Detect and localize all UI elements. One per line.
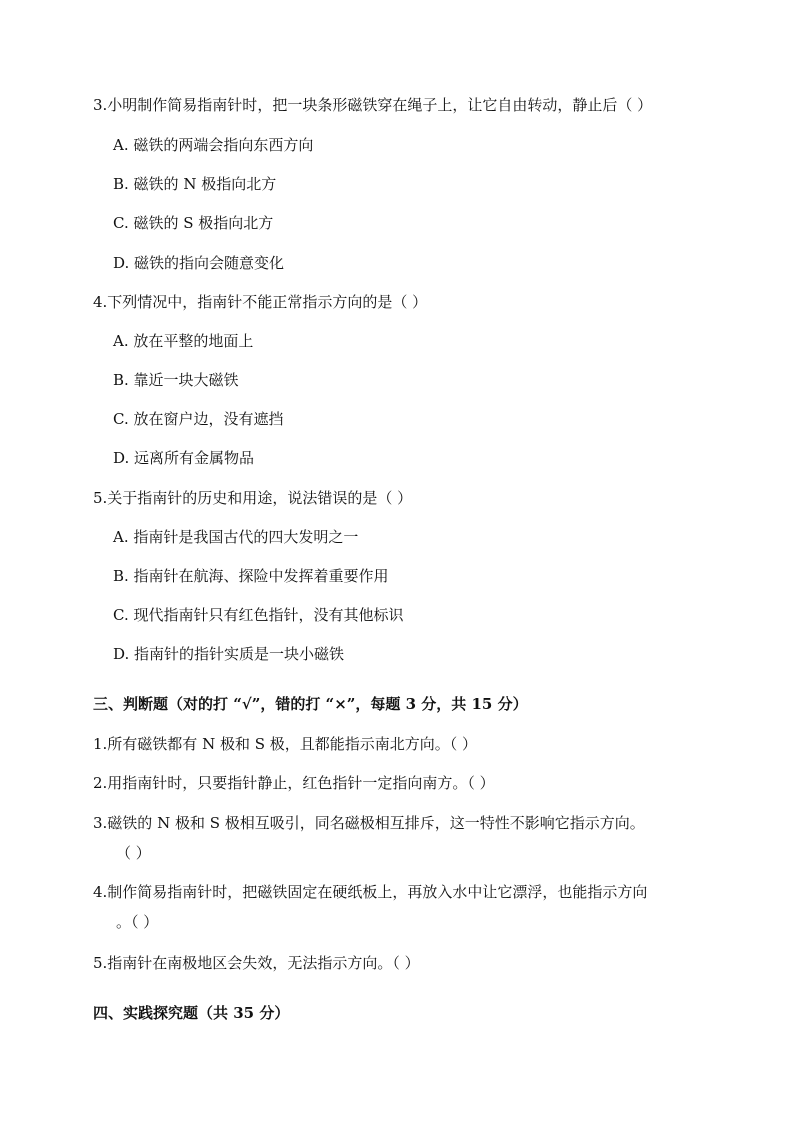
question-4-stem: 4.下列情况中，指南针不能正常指示方向的是（ ） [93, 293, 428, 311]
question-4-option-b: B. 靠近一块大磁铁 [113, 371, 239, 389]
question-3-stem: 3.小明制作简易指南针时，把一块条形磁铁穿在绳子上，让它自由转动，静止后（ ） [93, 96, 653, 114]
true-false-item-5: 5.指南针在南极地区会失效，无法指示方向。（ ） [93, 954, 420, 972]
section-4-heading: 四、实践探究题（共 35 分） [93, 1004, 290, 1022]
true-false-item-3: 3.磁铁的 N 极和 S 极相互吸引，同名磁极相互排斥，这一特性不影响它指示方向。 [93, 814, 645, 832]
question-3-option-c: C. 磁铁的 S 极指向北方 [113, 214, 274, 232]
question-5-option-b: B. 指南针在航海、探险中发挥着重要作用 [113, 567, 389, 585]
true-false-item-4-continuation: 。（ ） [116, 913, 159, 931]
question-4-option-a: A. 放在平整的地面上 [113, 332, 254, 350]
question-3-option-b: B. 磁铁的 N 极指向北方 [113, 175, 277, 193]
section-3-heading: 三、判断题（对的打 “√”，错的打 “×”，每题 3 分，共 15 分） [93, 695, 528, 713]
true-false-item-3-continuation: （ ） [116, 844, 151, 862]
question-4-option-d: D. 远离所有金属物品 [113, 449, 255, 467]
question-5-stem: 5.关于指南针的历史和用途，说法错误的是（ ） [93, 489, 413, 507]
question-5-option-a: A. 指南针是我国古代的四大发明之一 [113, 528, 359, 546]
question-3-option-a: A. 磁铁的两端会指向东西方向 [113, 136, 314, 154]
question-3-option-d: D. 磁铁的指向会随意变化 [113, 254, 285, 272]
true-false-item-4: 4.制作简易指南针时，把磁铁固定在硬纸板上，再放入水中让它漂浮，也能指示方向 [93, 883, 648, 901]
true-false-item-2: 2.用指南针时，只要指针静止，红色指针一定指向南方。（ ） [93, 774, 495, 792]
question-5-option-c: C. 现代指南针只有红色指针，没有其他标识 [113, 606, 404, 624]
true-false-item-1: 1.所有磁铁都有 N 极和 S 极，且都能指示南北方向。（ ） [93, 735, 478, 753]
question-5-option-d: D. 指南针的指针实质是一块小磁铁 [113, 645, 345, 663]
question-4-option-c: C. 放在窗户边，没有遮挡 [113, 410, 284, 428]
